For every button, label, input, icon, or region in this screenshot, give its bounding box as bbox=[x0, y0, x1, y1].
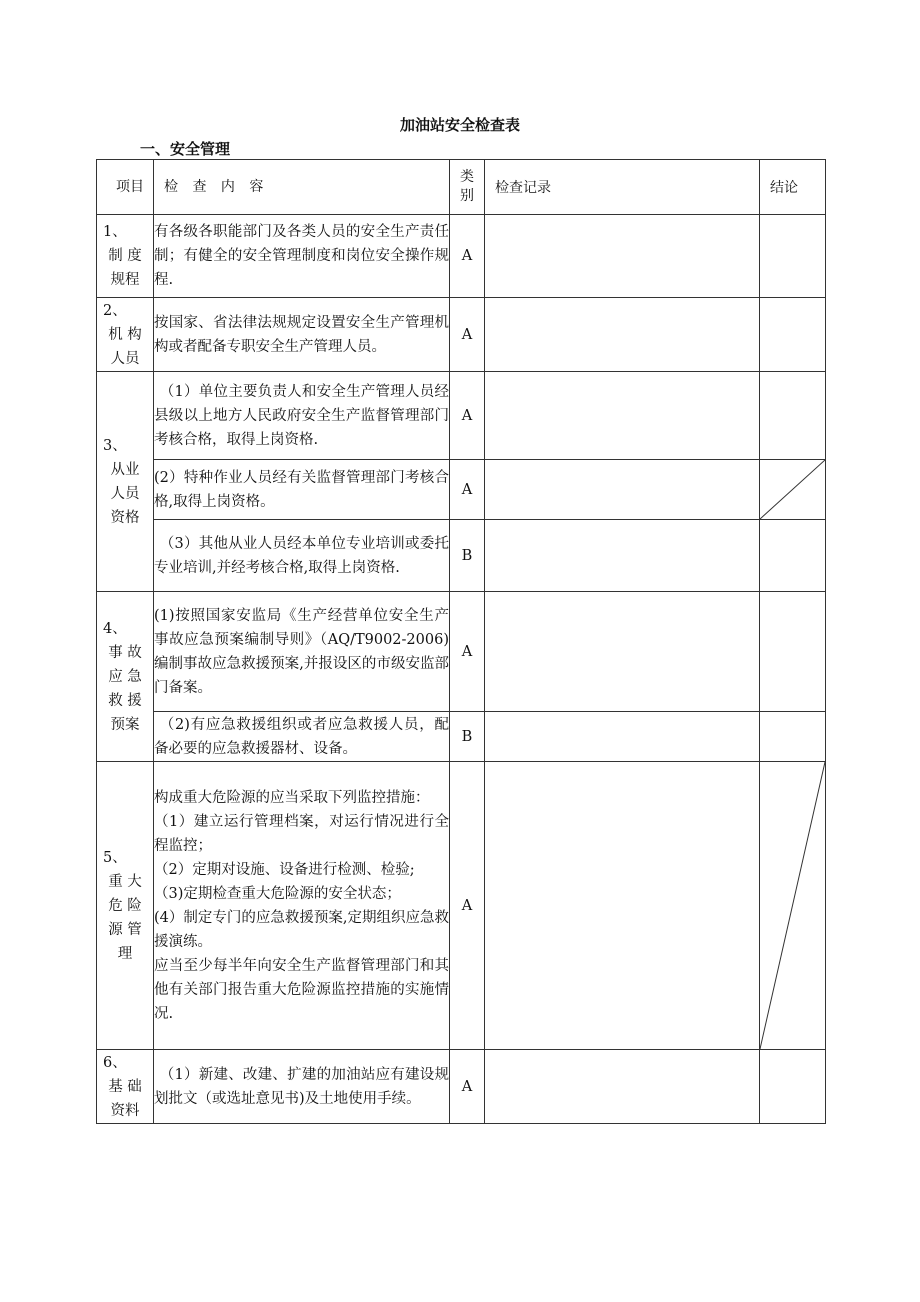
content-cell: 有各级各职能部门及各类人员的安全生产责任制；有健全的安全管理制度和岗位安全操作规程. bbox=[154, 215, 450, 298]
record-cell[interactable] bbox=[485, 592, 760, 712]
header-item: 项目 bbox=[97, 160, 154, 215]
header-conclusion: 结论 bbox=[760, 160, 826, 215]
category-cell: A bbox=[450, 372, 485, 460]
document-title: 加油站安全检查表 bbox=[399, 116, 520, 134]
table-row bbox=[97, 520, 826, 592]
record-cell[interactable] bbox=[485, 762, 760, 1050]
item-cell: 1、 制 度 规程 bbox=[97, 215, 154, 298]
header-category: 类 别 bbox=[450, 160, 485, 215]
table-row bbox=[97, 592, 826, 712]
item-cell: 2、 机 构 人员 bbox=[97, 298, 154, 372]
content-cell: (1)按照国家安监局《生产经营单位安全生产事故应急预案编制导则》（AQ/T9002-2006)编制事故应急救援预案,并报设区的市级安监部门备案。 bbox=[154, 592, 450, 712]
conclusion-cell-struck[interactable] bbox=[760, 762, 826, 1050]
conclusion-cell-struck[interactable] bbox=[760, 460, 826, 520]
record-cell[interactable] bbox=[485, 520, 760, 592]
table-row bbox=[97, 1050, 826, 1124]
category-cell: A bbox=[450, 592, 485, 712]
conclusion-cell[interactable] bbox=[760, 372, 826, 460]
table-row bbox=[97, 298, 826, 372]
category-cell: A bbox=[450, 215, 485, 298]
strike-line bbox=[760, 460, 825, 519]
table-row bbox=[97, 372, 826, 460]
content-cell: （3）其他从业人员经本单位专业培训或委托专业培训,并经考核合格,取得上岗资格. bbox=[154, 520, 450, 592]
record-cell[interactable] bbox=[485, 372, 760, 460]
item-cell: 5、 重 大 危 险 源 管 理 bbox=[97, 762, 154, 1050]
content-cell: (2）特种作业人员经有关监督管理部门考核合格,取得上岗资格。 bbox=[154, 460, 450, 520]
header-content: 检 查 内 容 bbox=[154, 160, 450, 215]
category-cell: B bbox=[450, 520, 485, 592]
table-row bbox=[97, 762, 826, 1050]
item-cell: 6、 基 础 资料 bbox=[97, 1050, 154, 1124]
item-cell: 3、 从业 人员 资格 bbox=[97, 372, 154, 592]
conclusion-cell[interactable] bbox=[760, 1050, 826, 1124]
table-row bbox=[97, 215, 826, 298]
category-cell: A bbox=[450, 762, 485, 1050]
content-cell: 构成重大危险源的应当采取下列监控措施： （1）建立运行管理档案，对运行情况进行全程监控； （2）定期对设施、设备进行检测、检验; （3)定期检查重大危险源的安全状态； (4）制定专门的应急救援预案,定期组织应急救援演练。 应当至少每半年向安全生产监督管理部门和其他有关部门报告重大危险源监控措施的实施情况. bbox=[154, 762, 450, 1050]
table-row bbox=[97, 460, 826, 520]
strike-line bbox=[760, 762, 825, 1049]
content-cell: （1）单位主要负责人和安全生产管理人员经县级以上地方人民政府安全生产监督管理部门考核合格，取得上岗资格. bbox=[154, 372, 450, 460]
table-header-row bbox=[97, 160, 826, 215]
table-row bbox=[97, 712, 826, 762]
inspection-table bbox=[96, 159, 826, 1124]
category-cell: A bbox=[450, 460, 485, 520]
category-cell: B bbox=[450, 712, 485, 762]
item-cell: 4、 事 故 应 急 救 援 预案 bbox=[97, 592, 154, 762]
content-cell: 按国家、省法律法规规定设置安全生产管理机构或者配备专职安全生产管理人员。 bbox=[154, 298, 450, 372]
record-cell[interactable] bbox=[485, 298, 760, 372]
conclusion-cell[interactable] bbox=[760, 215, 826, 298]
record-cell[interactable] bbox=[485, 712, 760, 762]
conclusion-cell[interactable] bbox=[760, 712, 826, 762]
section-heading: 一、安全管理 bbox=[140, 140, 231, 158]
content-cell: （2)有应急救援组织或者应急救援人员，配备必要的应急救援器材、设备。 bbox=[154, 712, 450, 762]
category-cell: A bbox=[450, 298, 485, 372]
header-record: 检查记录 bbox=[485, 160, 760, 215]
conclusion-cell[interactable] bbox=[760, 592, 826, 712]
category-cell: A bbox=[450, 1050, 485, 1124]
conclusion-cell[interactable] bbox=[760, 298, 826, 372]
conclusion-cell[interactable] bbox=[760, 520, 826, 592]
record-cell[interactable] bbox=[485, 215, 760, 298]
record-cell[interactable] bbox=[485, 1050, 760, 1124]
content-cell: （1）新建、改建、扩建的加油站应有建设规划批文（或选址意见书)及土地使用手续。 bbox=[154, 1050, 450, 1124]
record-cell[interactable] bbox=[485, 460, 760, 520]
